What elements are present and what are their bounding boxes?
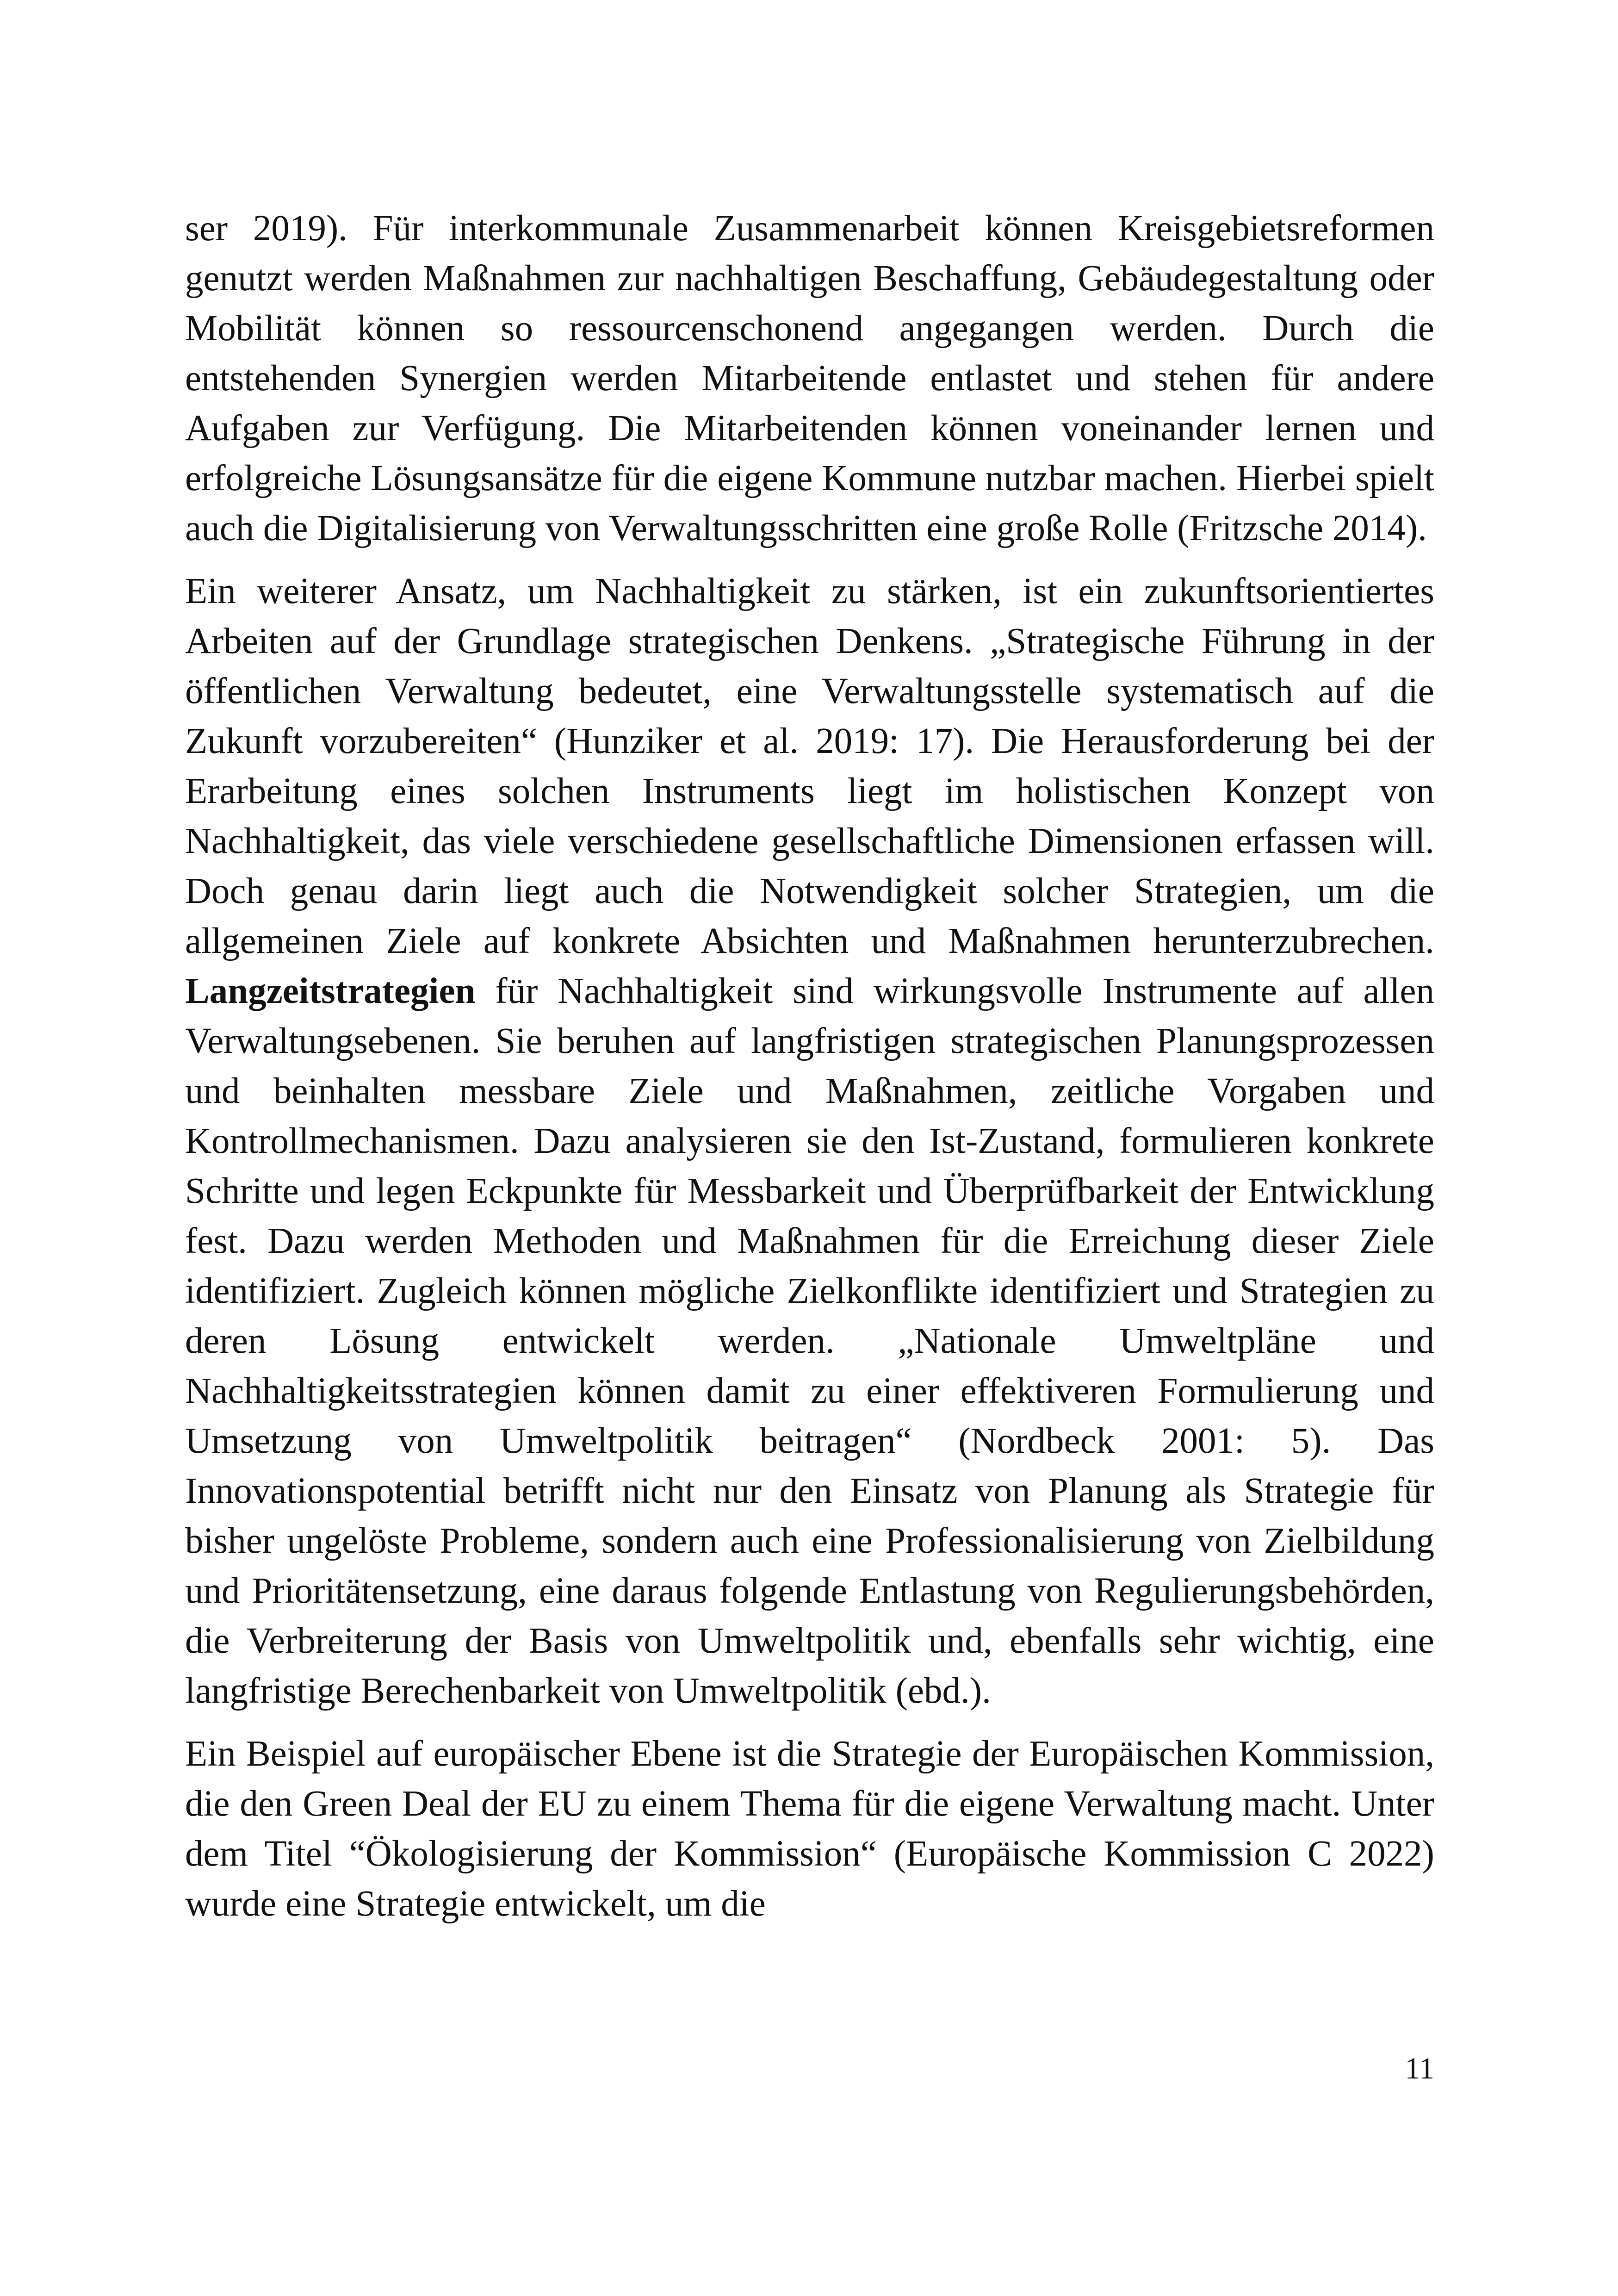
paragraph-2-text-before: Ein weiterer Ansatz, um Nachhaltigkeit zu stärken, ist ein zukunftsorientiertes Arbeiten auf der Grundlage strategischen Denkens. „Strategische Führung in der öffentlichen Verwaltung bedeutet, eine Verwaltungsstelle systematisch auf die Zukunft vorzubereiten“ (Hunziker et al. 2019: 17). Die Herausforderung bei der Erarbeitung eines solchen Instruments liegt im holistischen Konzept von Nachhaltigkeit, das viele verschiedene gesellschaftliche Dimensionen erfassen will. Doch genau darin liegt auch die Notwendigkeit solcher Strategien, um die allgemeinen Ziele auf konkrete Absichten und Maßnahmen herunterzubrechen.: [185, 571, 1434, 961]
paragraph-1: ser 2019). Für interkommunale Zusammenarbeit können Kreisgebietsreformen genutzt werden Maßnahmen zur nachhaltigen Beschaffung, Gebäudegestaltung oder Mobilität können so ressourcenschonend angegangen werden. Durch die entstehenden Synergien werden Mitarbeitende entlastet und stehen für andere Aufgaben zur Verfügung. Die Mitarbeitenden können voneinander lernen und erfolgreiche Lösungsansätze für die eigene Kommune nutzbar machen. Hierbei spielt auch die Digitalisierung von Verwaltungsschritten eine große Rolle (Fritzsche 2014).: [185, 208, 1434, 548]
paragraph-2-text-after: für Nachhaltigkeit sind wirkungsvolle Instrumente auf allen Verwaltungsebenen. Sie beruhen auf langfristigen strategischen Planungsprozessen und beinhalten messbare Ziele und Maßnahmen, zeitliche Vorgaben und Kontrollmechanismen. Dazu analysieren sie den Ist-Zustand, formulieren konkrete Schritte und legen Eckpunkte für Messbarkeit und Überprüfbarkeit der Entwicklung fest. Dazu werden Methoden und Maßnahmen für die Erreichung dieser Ziele identifiziert. Zugleich können mögliche Zielkonflikte identifiziert und Strategien zu deren Lösung entwickelt werden. „Nationale Umweltpläne und Nachhaltigkeitsstrategien können damit zu einer effektiveren Formulierung und Umsetzung von Umweltpolitik beitragen“ (Nordbeck 2001: 5). Das Innovationspotential betrifft nicht nur den Einsatz von Planung als Strategie für bisher ungelöste Probleme, sondern auch eine Professionalisierung von Zielbildung und Prioritätensetzung, eine daraus folgende Entlastung von Regulierungsbehörden, die Verbreiterung der Basis von Umweltpolitik und, ebenfalls sehr wichtig, eine langfristige Berechenbarkeit von Umweltpolitik (ebd.).: [185, 971, 1434, 1711]
page-number: 11: [1405, 2052, 1434, 2085]
paragraph-3: Ein Beispiel auf europäischer Ebene ist die Strategie der Europäischen Kommission, die den Green Deal der EU zu einem Thema für die eigene Verwaltung macht. Unter dem Titel “Ökologisierung der Kommission“ (Europäische Kommission C 2022) wurde eine Strategie entwickelt, um die: [185, 1734, 1434, 1924]
bold-term-langzeitstrategien: Langzeitstrategien: [185, 971, 476, 1011]
paragraph-2: [185, 566, 1434, 1716]
body-text: [185, 204, 1434, 1929]
